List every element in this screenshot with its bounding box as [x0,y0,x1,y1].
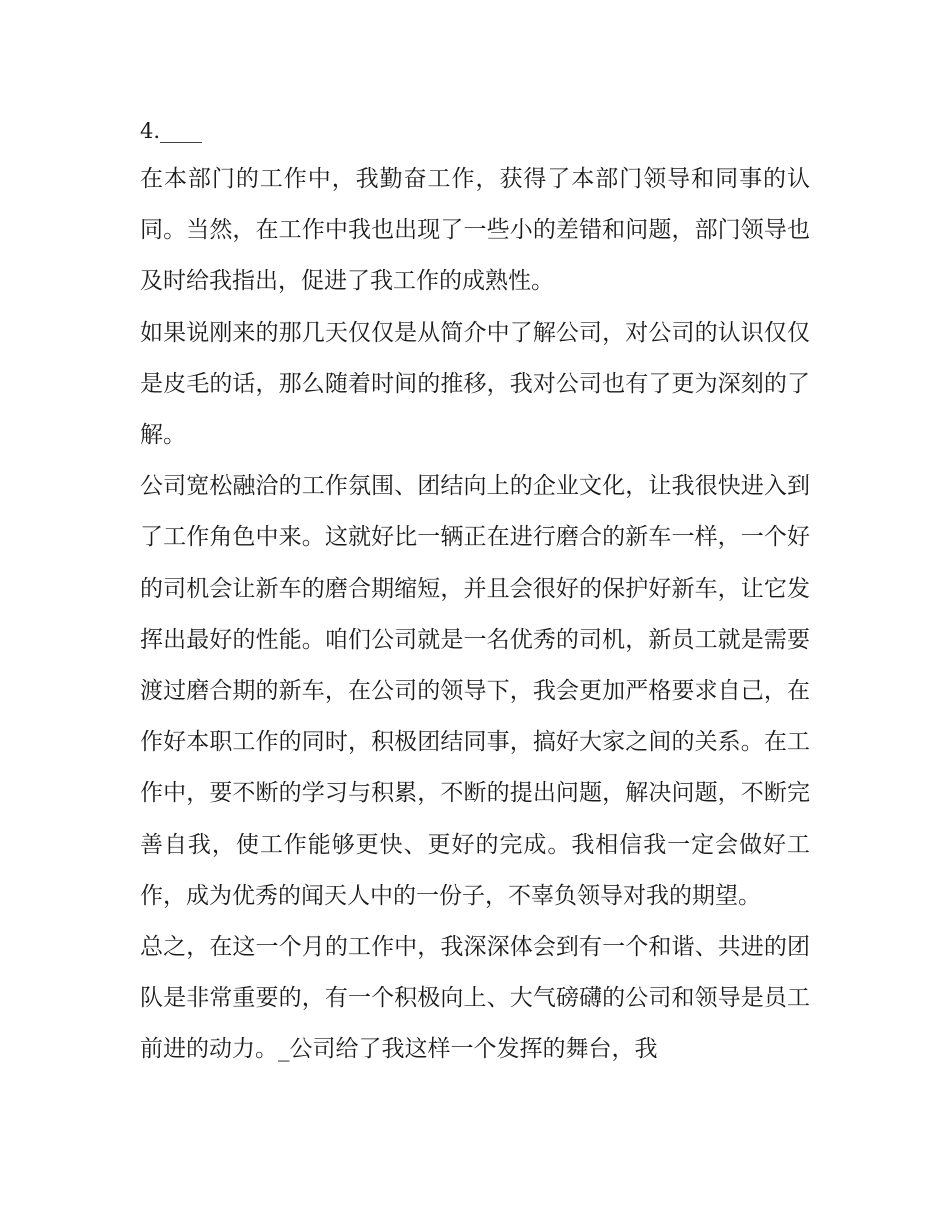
document-body [140,108,810,1076]
paragraph-company-understanding: 如果说刚来的那几天仅仅是从简介中了解公司，对公司的认识仅仅是皮毛的话，那么随着时间的推移，我对公司也有了更为深刻的了解。 [140,319,810,449]
paragraph-summary: 总之，在这一个月的工作中，我深深体会到有一个和谐、共进的团队是非常重要的，有一个积极向上、大气磅礴的公司和领导是员工前进的动力。_公司给了我这样一个发挥的舞台，我 [140,934,810,1063]
paragraph-company-culture: 公司宽松融洽的工作氛围、团结向上的企业文化，让我很快进入到了工作角色中来。这就好比一辆正在进行磨合的新车一样，一个好的司机会让新车的磨合期缩短，并且会很好的保护好新车，让它发挥出最好的性能。咱们公司就是一名优秀的司机，新员工就是需要渡过磨合期的新车，在公司的领导下，我会更加严格要求自己，在作好本职工作的同时，积极团结同事，搞好大家之间的关系。在工作中，要不断的学习与积累，不断的提出问题，解决问题，不断完善自我，使工作能够更快、更好的完成。我相信我一定会做好工作，成为优秀的闻天人中的一份子，不辜负领导对我的期望。 [140,473,810,909]
section-number: 4.____ [140,119,203,143]
paragraph-department-work: 在本部门的工作中，我勤奋工作，获得了本部门领导和同事的认同。当然，在工作中我也出现了一些小的差错和问题，部门领导也及时给我指出，促进了我工作的成熟性。 [140,166,810,295]
